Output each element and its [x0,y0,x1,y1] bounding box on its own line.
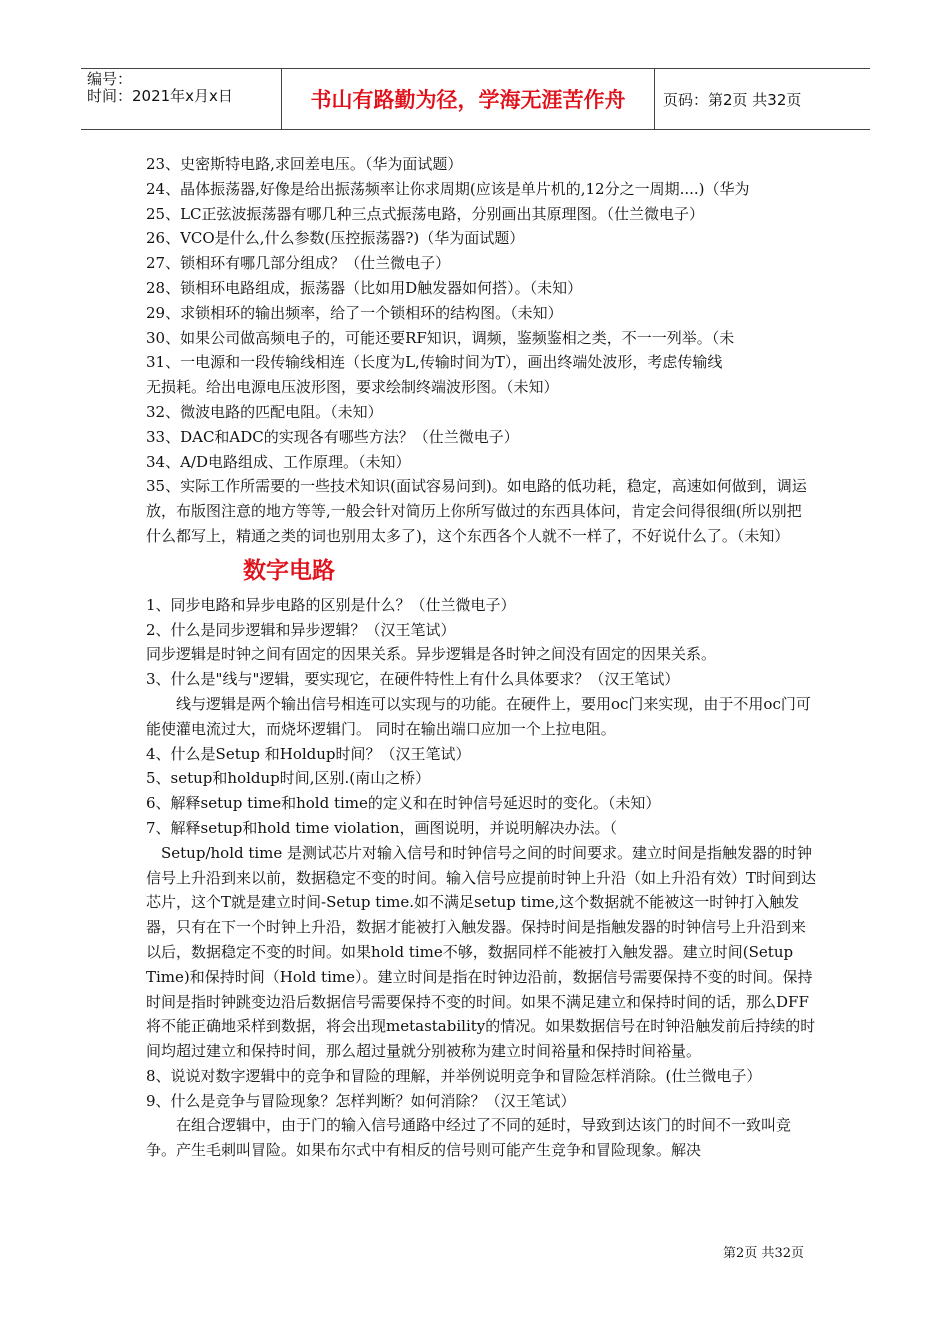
list-item: 2、什么是同步逻辑和异步逻辑？（汉王笔试） [146,620,456,639]
time-label: 时间：2021年x月x日 [87,87,233,105]
list-item: 7、解释setup和hold time violation，画图说明，并说明解决办法。（ [146,818,618,837]
list-item: 34、A/D电路组成、工作原理。（未知） [146,452,411,471]
list-item: 9、什么是竞争与冒险现象？怎样判断？如何消除？（汉王笔试） [146,1091,576,1110]
page-header [81,68,870,130]
list-item: 26、VCO是什么,什么参数(压控振荡器?)（华为面试题） [146,229,525,248]
list-item: 8、说说对数字逻辑中的竞争和冒险的理解，并举例说明竞争和冒险怎样消除。(仕兰微电子） [146,1066,762,1085]
list-item: 1、同步电路和异步电路的区别是什么？（仕兰微电子） [146,595,516,614]
list-item: 23、史密斯特电路,求回差电压。（华为面试题） [146,155,463,173]
list-item: 25、LC正弦波振荡器有哪几种三点式振荡电路，分别画出其原理图。（仕兰微电子） [146,204,705,223]
list-item: 28、锁相环电路组成，振荡器（比如用D触发器如何搭）。（未知） [146,278,583,297]
answer-paragraph: 同步逻辑是时钟之间有固定的因果关系。异步逻辑是各时钟之间没有固定的因果关系。 [146,645,717,664]
page-footer: 第2页 共32页 [723,1246,804,1261]
number-label: 编号： [87,70,133,88]
list-item: 3、什么是"线与"逻辑，要实现它，在硬件特性上有什么具体要求？（汉王笔试） [146,670,680,689]
list-item: 24、晶体振荡器,好像是给出振荡频率让你求周期(应该是单片机的,12分之一周期....)（华为 [146,179,750,198]
answer-paragraph: 在组合逻辑中，由于门的输入信号通路中经过了不同的延时，导致到达该门的时间不一致叫竞争。产生毛刺叫冒险。如果布尔式中有相反的信号则可能产生竞争和冒险现象。解决 [146,1116,792,1160]
list-item: 27、锁相环有哪几部分组成？（仕兰微电子） [146,254,451,273]
section-title: 数字电路 [243,557,335,584]
header-meta [87,71,283,105]
list-item: 33、DAC和ADC的实现各有哪些方法？（仕兰微电子） [146,427,519,446]
list-item: 无损耗。给出电源电压波形图，要求绘制终端波形图。（未知） [146,378,559,397]
header-page-info: 页码：第2页 共32页 [663,90,802,109]
answer-paragraph: 线与逻辑是两个输出信号相连可以实现与的功能。在硬件上，要用oc门来实现，由于不用oc门可能使灌电流过大，而烧坏逻辑门。 同时在输出端口应加一个上拉电阻。 [146,694,811,738]
list-item: 5、setup和holdup时间,区别.(南山之桥） [146,769,431,788]
document-body [146,152,816,1163]
answer-paragraph: Setup/hold time 是测试芯片对输入信号和时钟信号之间的时间要求。建立时间是指触发器的时钟信号上升沿到来以前，数据稳定不变的时间。输入信号应提前时钟上升沿（如上升沿有效）T时间到达芯片，这个T就是建立时间-Setup time.如不满足setup time,这个数据就不能被这一时钟打入触发器，只有在下一个时钟上升沿，数据才能被打入触发器。保持时间是指触发器的时钟信号上升沿到来以后，数据稳定不变的时间。如果hold time不够，数据同样不能被打入触发器。建立时间(Setup Time)和保持时间（Hold time）。建立时间是指在时钟边沿前，数据信号需要保持不变的时间。保持时间是指时钟跳变边沿后数据信号需要保持不变的时间。如果不满足建立和保持时间的话，那么DFF将不能正确地采样到数据，将会出现metastability的情况。如果数据信号在时钟沿触发前后持续的时间均超过建立和保持时间，那么超过量就分别被称为建立时间裕量和保持时间裕量。 [146,843,817,1061]
header-divider [654,69,655,129]
list-item: 31、一电源和一段传输线相连（长度为L,传输时间为T），画出终端处波形，考虑传输线 [146,353,723,372]
list-item: 30、如果公司做高频电子的，可能还要RF知识，调频，鉴频鉴相之类，不一一列举。（未 [146,328,735,347]
list-item: 32、微波电路的匹配电阻。（未知） [146,402,383,421]
list-item: 6、解释setup time和hold time的定义和在时钟信号延迟时的变化。（未知） [146,794,661,813]
header-motto: 书山有路勤为径，学海无涯苦作舟 [310,88,626,112]
list-item: 4、什么是Setup 和Holdup时间？（汉王笔试） [146,744,471,763]
paragraph: 35、实际工作所需要的一些技术知识(面试容易问到)。如电路的低功耗，稳定，高速如何做到，调运放，布版图注意的地方等等,一般会针对简历上你所写做过的东西具体问，肯定会问得很细(所以别把什么都写上，精通之类的词也别用太多了)，这个东西各个人就不一样了，不好说什么了。（未知） [146,477,807,545]
list-item: 29、求锁相环的输出频率，给了一个锁相环的结构图。（未知） [146,303,563,322]
